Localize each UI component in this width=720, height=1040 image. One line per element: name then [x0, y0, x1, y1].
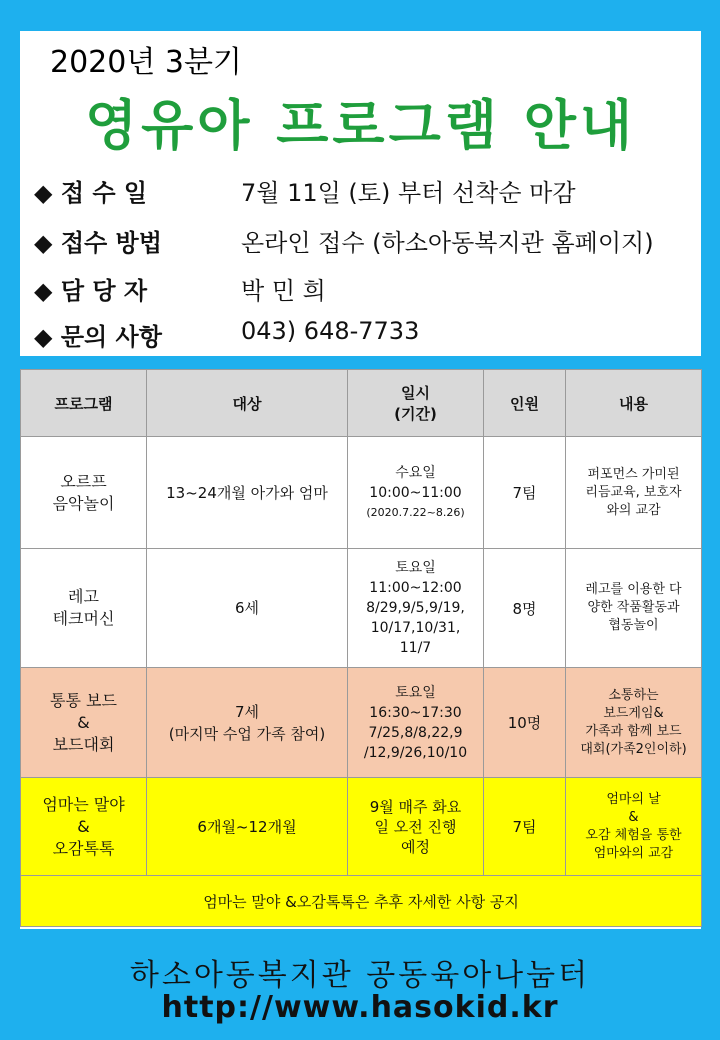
table-row: [21, 437, 702, 549]
cell-date: [348, 668, 484, 778]
cell-line: 와의 교감: [606, 502, 661, 518]
cell-line: 16:30~17:30: [369, 704, 462, 721]
cell-line: 오감 체험을 통한: [585, 827, 682, 843]
cell-line: 7세: [234, 702, 260, 721]
cell-line: &: [77, 816, 90, 836]
info-panel: [20, 31, 701, 356]
cell-line: 엄마는 말야: [42, 794, 125, 814]
cell-line: 테크머신: [52, 609, 115, 628]
header-target: 대상: [147, 370, 348, 437]
info-label: ◆ 접수 방법: [34, 229, 162, 257]
cell-content: [566, 549, 702, 668]
table-note-row: [21, 876, 702, 927]
program-table: [20, 369, 702, 927]
cell-date: [348, 549, 484, 668]
cell-line: &: [77, 712, 90, 732]
cell-content: [566, 668, 702, 778]
cell-line: 수요일: [395, 464, 436, 481]
cell-target: [147, 437, 348, 549]
header-date-line: 일시: [401, 384, 430, 402]
cell-line: 13~24개월 아가와 엄마: [166, 483, 328, 502]
info-value: 043) 648-7733: [241, 317, 420, 345]
cell-line: 오감톡톡: [52, 838, 115, 858]
cell-program: [21, 437, 147, 549]
cell-line: 11:00~12:00: [369, 580, 462, 596]
info-value: 온라인 접수 (하소아동복지관 홈페이지): [241, 229, 654, 257]
cell-target: [147, 778, 348, 876]
cell-line: 6개월~12개월: [197, 817, 297, 836]
footer-url[interactable]: http://www.hasokid.kr: [161, 990, 559, 1025]
cell-line: 예정: [401, 837, 430, 856]
info-label: ◆ 접 수 일: [34, 179, 148, 207]
cell-line: 10:00~11:00: [369, 484, 462, 501]
cell-line: 레고: [68, 587, 99, 606]
program-table-container: [20, 369, 701, 929]
table-row: [21, 668, 702, 778]
cell-line: 통통 보드: [50, 690, 117, 710]
info-value: 7월 11일 (토) 부터 선착순 마감: [241, 179, 576, 207]
cell-count: 7팀: [484, 437, 566, 549]
cell-count: 8명: [484, 549, 566, 668]
cell-target: [147, 668, 348, 778]
cell-line: 토요일: [395, 684, 436, 701]
cell-line: (2020.7.22~8.26): [366, 505, 465, 519]
cell-line: 엄마의 날: [606, 791, 661, 807]
cell-line: 리듬교육, 보호자: [585, 484, 682, 500]
cell-content: [566, 437, 702, 549]
cell-program: [21, 549, 147, 668]
table-row: [21, 778, 702, 876]
cell-line: 양한 작품활동과: [587, 600, 680, 615]
cell-line: /12,9/26,10/10: [363, 744, 468, 761]
period-subtitle: 2020년 3분기: [50, 45, 242, 80]
info-label: ◆ 담 당 자: [34, 277, 148, 305]
cell-line: 엄마와의 교감: [593, 845, 674, 861]
header-content: 내용: [566, 370, 702, 437]
cell-line: 오르프: [60, 471, 107, 491]
table-header-row: [21, 370, 702, 437]
cell-line: 6세: [234, 599, 260, 617]
cell-line: 레고를 이용한 다: [585, 582, 682, 597]
header-count: 인원: [484, 370, 566, 437]
cell-date: [348, 437, 484, 549]
cell-line: 퍼포먼스 가미된: [587, 466, 680, 482]
cell-line: 토요일: [395, 560, 436, 576]
cell-program: [21, 668, 147, 778]
cell-line: 8/29,9/5,9/19,: [366, 600, 465, 616]
cell-line: 일 오전 진행: [374, 817, 457, 836]
cell-line: &: [628, 809, 639, 825]
cell-line: 11/7: [399, 640, 432, 656]
cell-line: 보드대회: [52, 734, 115, 754]
cell-line: 가족과 함께 보드: [585, 723, 682, 739]
cell-target: [147, 549, 348, 668]
cell-date: [348, 778, 484, 876]
cell-line: 음악놀이: [52, 493, 115, 513]
info-value: 박 민 희: [241, 277, 326, 305]
cell-line: 협동놀이: [608, 618, 659, 633]
cell-line: (마지막 수업 가족 참여): [168, 724, 326, 743]
page-title: 영유아 프로그램 안내: [84, 94, 637, 157]
cell-count: 10명: [484, 668, 566, 778]
cell-program: [21, 778, 147, 876]
cell-line: 보드게임&: [603, 705, 664, 721]
table-row: [21, 549, 702, 668]
cell-line: 10/17,10/31,: [370, 620, 461, 636]
header-date: [348, 370, 484, 437]
info-label: ◆ 문의 사항: [34, 323, 162, 351]
cell-line: 9월 매주 화요: [369, 797, 462, 816]
table-note: 엄마는 말야 &오감톡톡은 추후 자세한 사항 공지: [21, 876, 702, 927]
cell-line: 7/25,8/8,22,9: [368, 724, 463, 741]
cell-content: [566, 778, 702, 876]
cell-count: 7팀: [484, 778, 566, 876]
header-date-line: (기간): [394, 405, 437, 423]
header-program: 프로그램: [21, 370, 147, 437]
footer-organization: 하소아동복지관 공동육아나눔터: [129, 958, 591, 993]
cell-line: 대회(가족2인이하): [580, 741, 687, 757]
cell-line: 소통하는: [608, 687, 659, 703]
